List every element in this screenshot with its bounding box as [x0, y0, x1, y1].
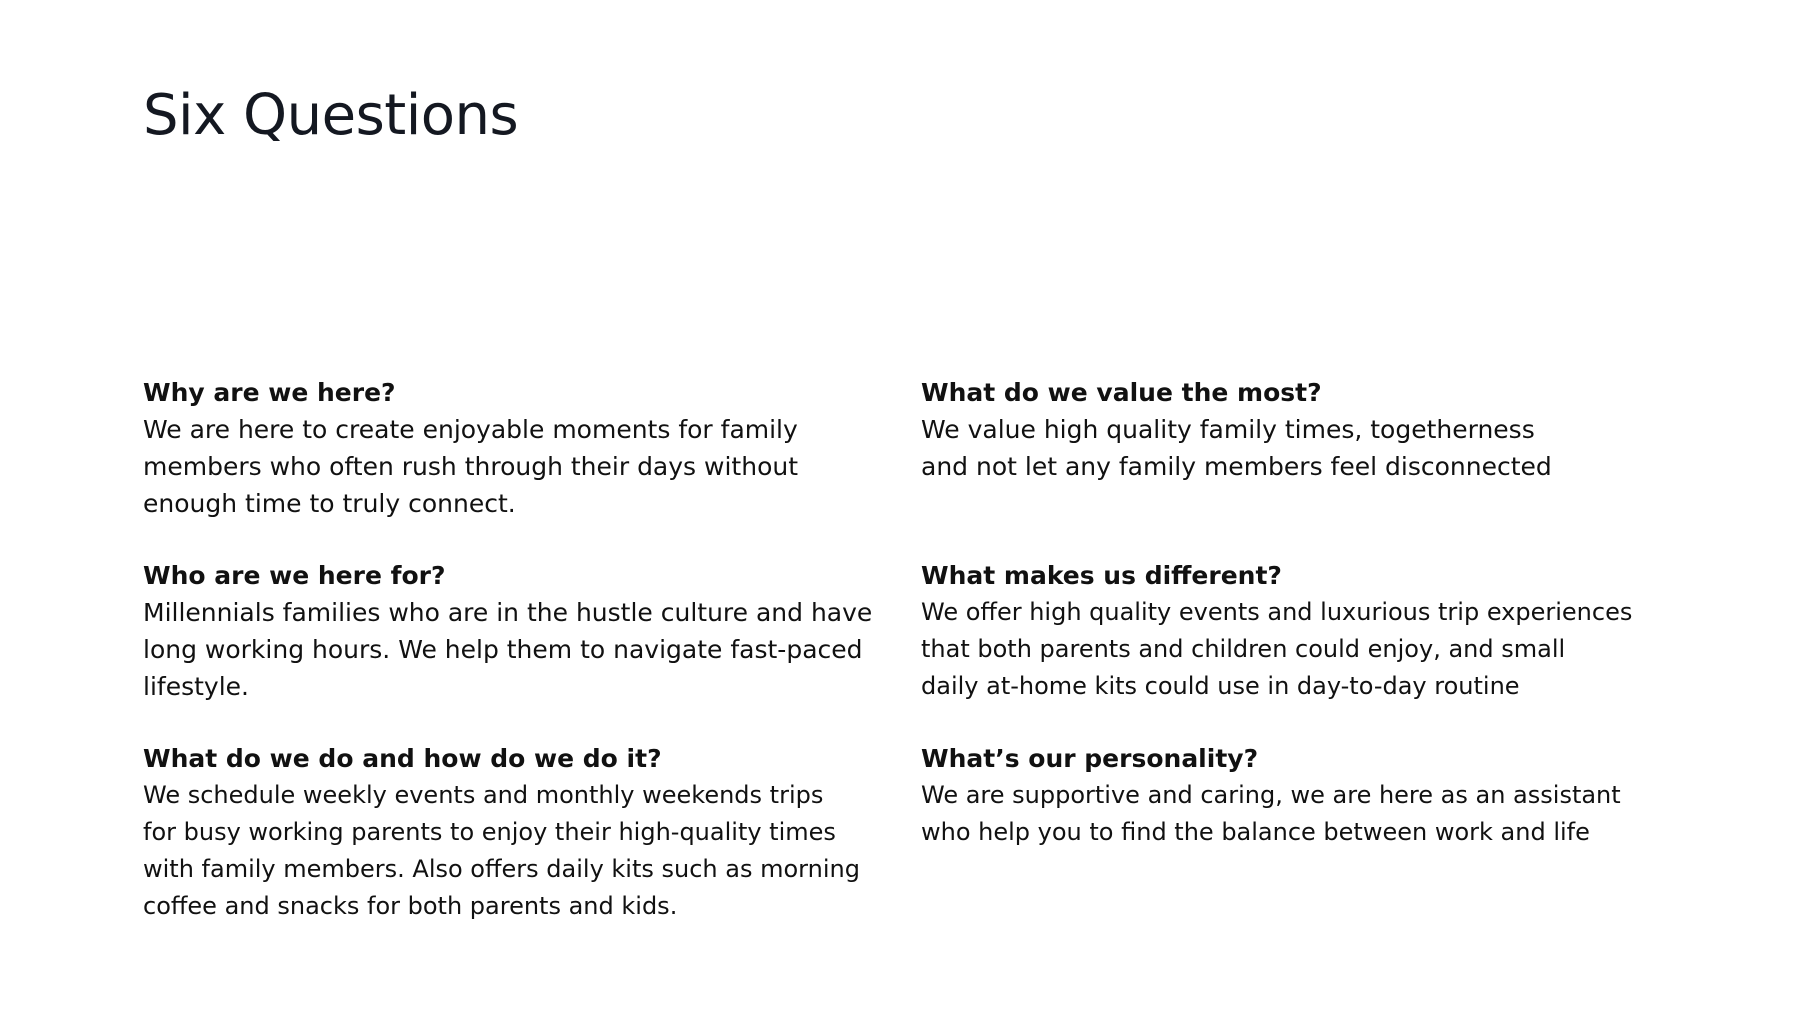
- question-heading: What do we value the most?: [921, 378, 1322, 407]
- answer-line: that both parents and children could enjoy, and small: [921, 635, 1566, 663]
- question-block-what-how: [143, 740, 860, 925]
- question-heading: What do we do and how do we do it?: [143, 744, 662, 773]
- question-heading: Who are we here for?: [143, 561, 446, 590]
- answer-line: We are here to create enjoyable moments for family: [143, 415, 798, 444]
- question-heading: What’s our personality?: [921, 744, 1259, 773]
- answer-line: and not let any family members feel disconnected: [921, 452, 1552, 481]
- answer-line: We are supportive and caring, we are here as an assistant: [921, 781, 1621, 809]
- answer-text: [143, 411, 798, 522]
- question-block-different: [921, 557, 1632, 705]
- question-block-value: [921, 374, 1552, 485]
- answer-line: daily at-home kits could use in day-to-day routine: [921, 672, 1520, 700]
- answer-line: lifestyle.: [143, 672, 249, 701]
- answer-line: with family members. Also offers daily kits such as morning: [143, 855, 860, 883]
- answer-line: who help you to find the balance between work and life: [921, 818, 1590, 846]
- answer-line: We value high quality family times, togetherness: [921, 415, 1535, 444]
- answer-line: We offer high quality events and luxurious trip experiences: [921, 598, 1633, 626]
- question-block-personality: [921, 740, 1621, 851]
- answer-line: for busy working parents to enjoy their high-quality times: [143, 818, 836, 846]
- page-title: Six Questions: [143, 83, 519, 148]
- question-block-why: [143, 374, 798, 522]
- question-heading: What makes us different?: [921, 561, 1282, 590]
- answer-line: enough time to truly connect.: [143, 489, 516, 518]
- question-block-who: [143, 557, 872, 705]
- answer-line: members who often rush through their days without: [143, 452, 799, 481]
- answer-line: Millennials families who are in the hustle culture and have: [143, 598, 873, 627]
- answer-text: [921, 777, 1621, 851]
- answer-line: We schedule weekly events and monthly weekends trips: [143, 781, 824, 809]
- answer-text: [921, 594, 1632, 705]
- question-heading: Why are we here?: [143, 378, 396, 407]
- answer-line: long working hours. We help them to navigate fast-paced: [143, 635, 863, 664]
- answer-line: coffee and snacks for both parents and kids.: [143, 892, 678, 920]
- answer-text: [921, 411, 1552, 485]
- answer-text: [143, 594, 872, 705]
- answer-text: [143, 777, 860, 925]
